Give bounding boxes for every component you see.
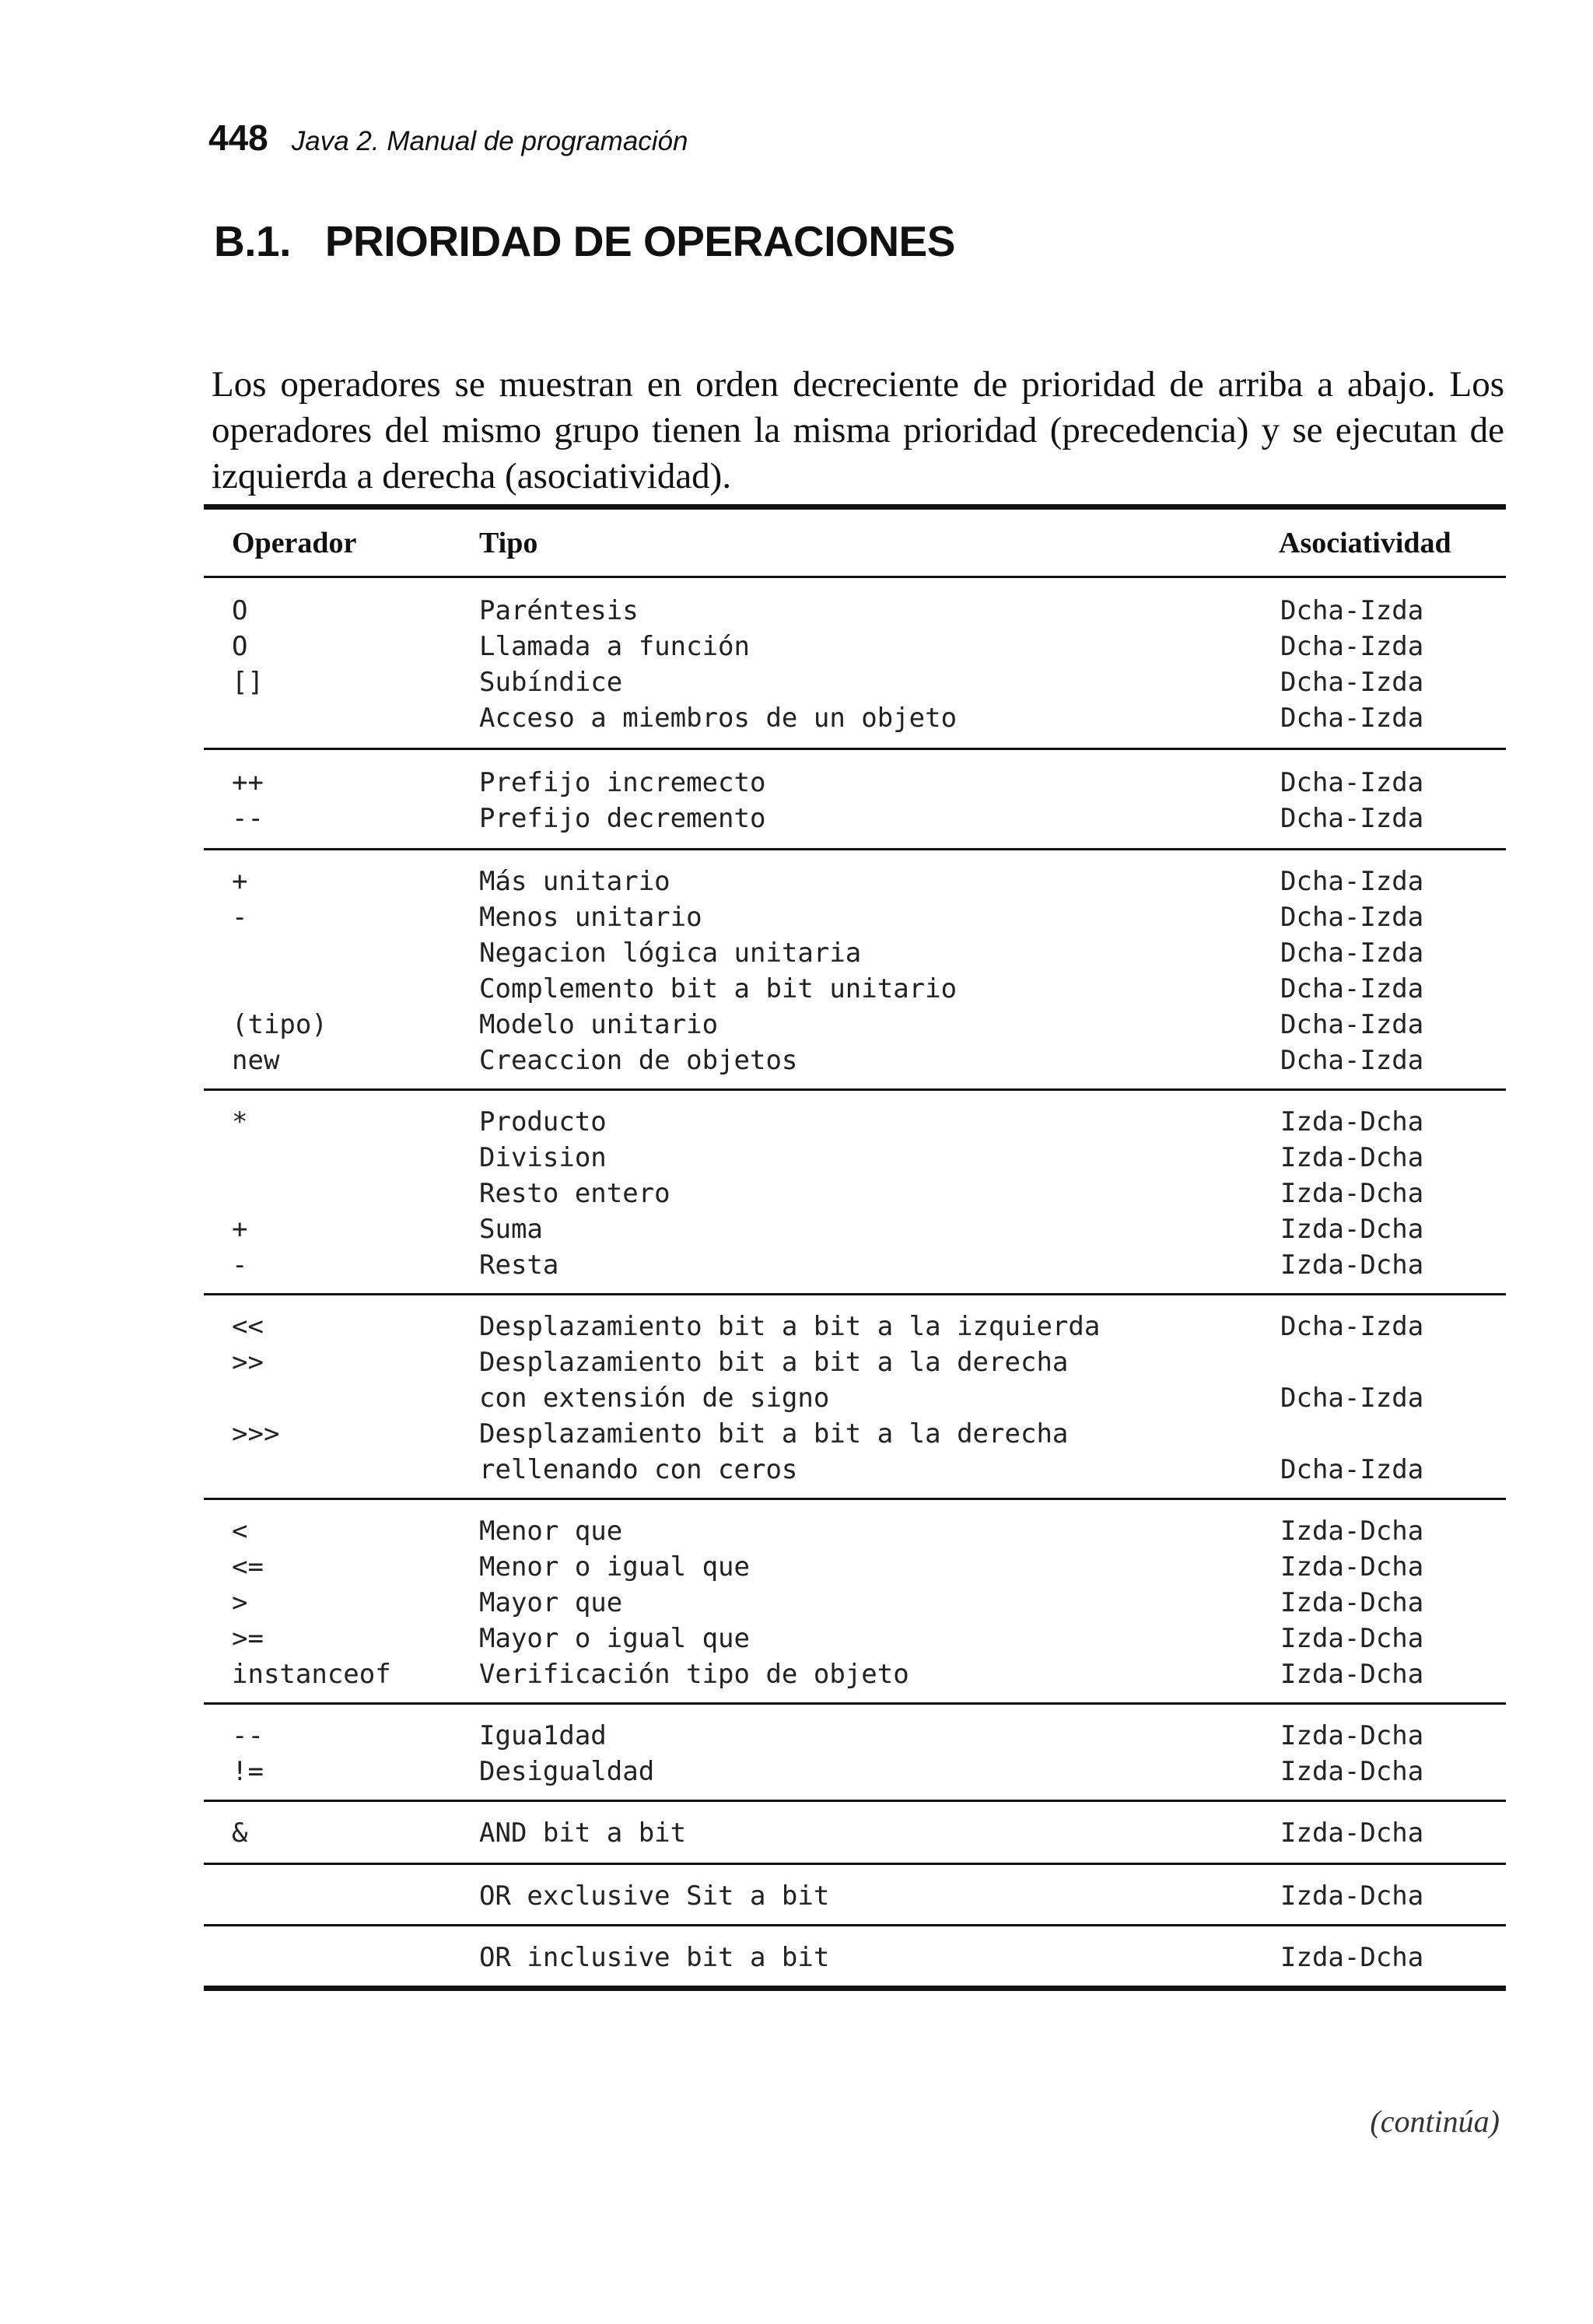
table-row [204,1548,1506,1584]
type-cell: Prefijo incremecto [479,767,766,798]
operator-precedence-table [204,504,1506,1991]
associativity-cell: Izda-Dcha [1280,1516,1424,1547]
associativity-cell: Izda-Dcha [1280,1178,1424,1209]
operator-group [204,1295,1506,1498]
associativity-cell: Dcha-Izda [1280,767,1424,798]
operator-cell: + [232,1214,248,1245]
table-row [204,1042,1506,1078]
table-row [204,1175,1506,1211]
associativity-cell: Dcha-Izda [1280,938,1424,969]
type-cell: Subíndice [479,667,623,698]
associativity-cell: Izda-Dcha [1280,1214,1424,1245]
type-cell: Modelo unitario [479,1009,719,1040]
section-heading [214,216,955,266]
table-row [204,934,1506,970]
operator-group [204,1802,1506,1863]
associativity-cell: Dcha-Izda [1280,1454,1424,1485]
associativity-cell: Dcha-Izda [1280,1009,1424,1040]
associativity-cell: Izda-Dcha [1280,1942,1424,1973]
operator-cell: O [232,595,248,626]
operator-group [204,1705,1506,1800]
operator-cell: ++ [232,767,264,798]
table-row [204,863,1506,899]
associativity-cell: Izda-Dcha [1280,1551,1424,1583]
operator-cell: & [232,1817,248,1849]
associativity-cell: Dcha-Izda [1280,1311,1424,1342]
associativity-cell: Izda-Dcha [1280,1756,1424,1787]
section-title: PRIORIDAD DE OPERACIONES [324,217,955,265]
page-number: 448 [208,117,268,158]
table-row [204,1814,1506,1850]
operator-group [204,1091,1506,1293]
type-cell: Menor que [479,1516,623,1547]
type-cell: Mayor o igual que [479,1623,750,1654]
associativity-cell: Dcha-Izda [1280,902,1424,933]
operator-cell: -- [232,803,264,834]
operator-cell: * [232,1106,248,1137]
type-cell: Desplazamiento bit a bit a la derecha [479,1418,1069,1449]
table-row [204,664,1506,699]
operator-cell: < [232,1516,248,1547]
associativity-cell: Izda-Dcha [1280,1250,1424,1281]
column-header-tipo: Tipo [479,527,538,559]
column-header-asociatividad: Asociatividad [1279,527,1451,559]
associativity-cell: Dcha-Izda [1280,595,1424,626]
type-cell: OR inclusive bit a bit [479,1942,830,1973]
type-cell: Suma [479,1214,543,1245]
operator-cell: + [232,866,248,897]
table-row [204,1656,1506,1691]
operator-cell: != [232,1756,264,1787]
type-cell: Verificación tipo de objeto [479,1659,909,1690]
table-row [204,1877,1506,1913]
table-row [204,800,1506,836]
operator-group [204,1865,1506,1924]
associativity-cell: Dcha-Izda [1280,866,1424,897]
associativity-cell: Izda-Dcha [1280,1881,1424,1912]
type-cell: Negacion lógica unitaria [479,938,862,969]
operator-group [204,1926,1506,1986]
operator-cell: - [232,902,248,933]
operator-group [204,750,1506,848]
type-cell: Complemento bit a bit unitario [479,973,958,1004]
operator-group [204,1500,1506,1702]
book-title: Java 2. Manual de programación [291,126,688,156]
type-cell: OR exclusive Sit a bit [479,1881,830,1912]
type-cell: Llamada a función [479,631,750,662]
type-cell: con extensión de signo [479,1383,830,1414]
table-row [204,970,1506,1006]
type-cell: AND bit a bit [479,1817,687,1849]
operator-group [204,850,1506,1088]
associativity-cell: Dcha-Izda [1280,1383,1424,1414]
type-cell: Menor o igual que [479,1551,750,1583]
table-row [204,1513,1506,1548]
table-row [204,1451,1506,1487]
associativity-cell: Dcha-Izda [1280,803,1424,834]
intro-paragraph: Los operadores se muestran en orden decreciente de prioridad de arriba a abajo. Los operadores del mismo grupo tienen la misma prioridad (precedencia) y se ejecutan de izquierda a derecha (asociatividad). [212,364,1504,496]
operator-cell: -- [232,1720,264,1751]
type-cell: Resto entero [479,1178,670,1209]
operator-cell: instanceof [232,1659,391,1690]
associativity-cell: Dcha-Izda [1280,1045,1424,1076]
operator-cell: O [232,631,248,662]
operator-cell: >>> [232,1418,280,1449]
table-row [204,1620,1506,1656]
operator-cell: >> [232,1347,264,1378]
operator-cell: <= [232,1551,264,1583]
associativity-cell: Dcha-Izda [1280,703,1424,734]
type-cell: Desigualdad [479,1756,655,1787]
operator-cell: > [232,1587,248,1618]
table-row [204,1753,1506,1789]
continued-note: (continúa) [1370,2104,1500,2139]
type-cell: rellenando con ceros [479,1454,798,1485]
type-cell: Igua1dad [479,1720,607,1751]
type-cell: Desplazamiento bit a bit a la derecha [479,1347,1069,1378]
table-row [204,1308,1506,1344]
table-row [204,1139,1506,1175]
operator-cell: >= [232,1623,264,1654]
operator-group [204,578,1506,748]
table-row [204,899,1506,934]
type-cell: Más unitario [479,866,670,897]
associativity-cell: Izda-Dcha [1280,1106,1424,1137]
associativity-cell: Dcha-Izda [1280,667,1424,698]
operator-cell: << [232,1311,264,1342]
table-header-row [204,510,1506,576]
column-header-operador: Operador [232,527,357,559]
type-cell: Division [479,1142,607,1173]
table-row [204,1717,1506,1753]
type-cell: Creaccion de objetos [479,1045,798,1076]
table-row [204,1344,1506,1379]
table-bottom-rule [204,1986,1506,1991]
associativity-cell: Dcha-Izda [1280,973,1424,1004]
associativity-cell: Izda-Dcha [1280,1142,1424,1173]
operator-cell: (tipo) [232,1009,327,1040]
table-row [204,1006,1506,1042]
table-body [204,578,1506,1991]
associativity-cell: Izda-Dcha [1280,1659,1424,1690]
table-row [204,1415,1506,1451]
table-row [204,1939,1506,1975]
table-row [204,1379,1506,1415]
table-row [204,1246,1506,1282]
running-head [208,117,688,171]
table-row [204,764,1506,800]
associativity-cell: Izda-Dcha [1280,1817,1424,1849]
table-row [204,592,1506,628]
table-row [204,1211,1506,1246]
operator-cell: new [232,1045,280,1076]
table-row [204,699,1506,735]
associativity-cell: Izda-Dcha [1280,1587,1424,1618]
associativity-cell: Izda-Dcha [1280,1720,1424,1751]
table-row [204,628,1506,664]
associativity-cell: Dcha-Izda [1280,631,1424,662]
table-top-rule [204,504,1506,510]
table-row [204,1103,1506,1139]
type-cell: Resta [479,1250,559,1281]
section-number: B.1. [214,217,291,265]
associativity-cell: Izda-Dcha [1280,1623,1424,1654]
type-cell: Acceso a miembros de un objeto [479,703,958,734]
type-cell: Producto [479,1106,607,1137]
type-cell: Paréntesis [479,595,639,626]
type-cell: Mayor que [479,1587,623,1618]
operator-cell: [] [232,667,264,698]
operator-cell: - [232,1250,248,1281]
table-row [204,1584,1506,1620]
type-cell: Prefijo decremento [479,803,766,834]
type-cell: Menos unitario [479,902,702,933]
type-cell: Desplazamiento bit a bit a la izquierda [479,1311,1101,1342]
